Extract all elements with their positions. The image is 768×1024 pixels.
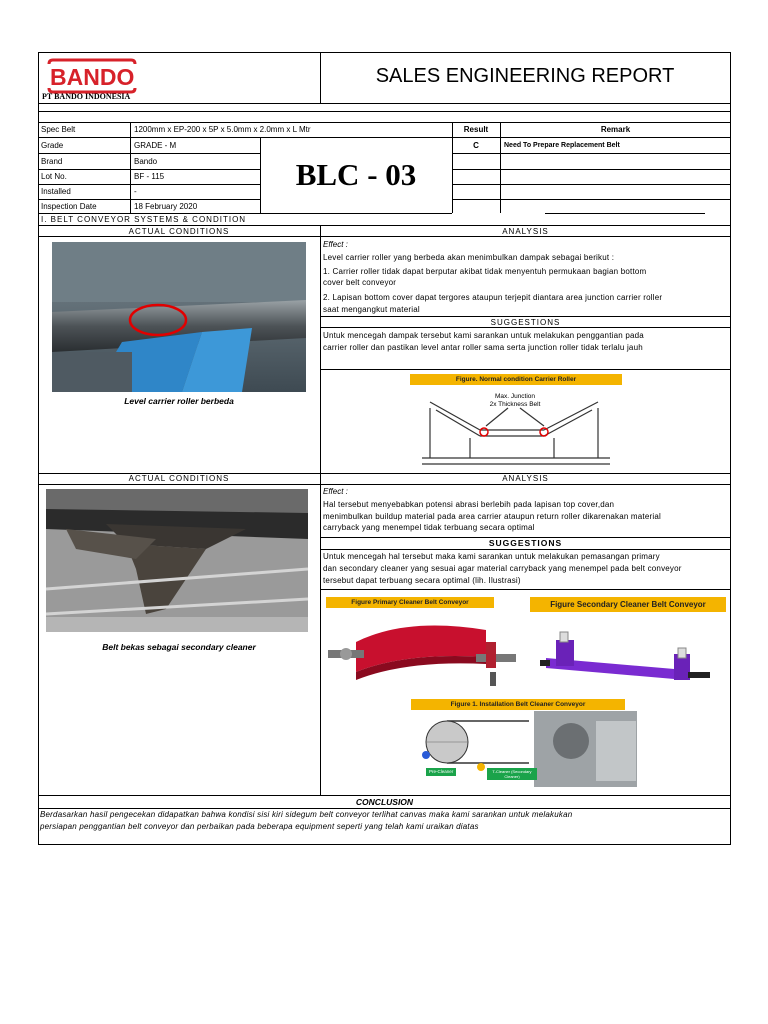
- spec-label: Installed: [41, 187, 71, 196]
- analysis-header: ANALYSIS: [502, 474, 549, 483]
- effect-line: cover belt conveyor: [323, 278, 397, 287]
- suggestion-line: Untuk mencegah dampak tersebut kami sarankan untuk melakukan penggantian pada: [323, 331, 644, 340]
- installation-title: Figure 1. Installation Belt Cleaner Conveyor: [411, 699, 625, 710]
- spec-value: 1200mm x EP-200 x 5P x 5.0mm x 2.0mm x L Mtr: [134, 125, 311, 134]
- secondary-cleaner-figure: [536, 630, 716, 692]
- effect-line: Level carrier roller yang berbeda akan menimbulkan dampak sebagai berikut :: [323, 253, 615, 262]
- conclusion-line: persiapan penggantian belt conveyor dan perbaikan pada beberapa equipment seperti yang telah kami uraikan diatas: [40, 822, 479, 831]
- suggestion-line: carrier roller dan pastikan level antar roller sama serta junction roller tidak terlalu jauh: [323, 343, 643, 352]
- suggestion-line: dan secondary cleaner yang sesuai agar material carryback yang menempel pada belt conveyor: [323, 564, 682, 573]
- t-cleaner-tag: T-Cleaner (Secondary Cleaner): [487, 768, 537, 780]
- spec-value: BF - 115: [134, 172, 165, 181]
- effect-line: carryback yang menempel tidak terbuang secara optimal: [323, 523, 535, 532]
- effect-label: Effect :: [323, 487, 348, 496]
- pre-cleaner-tag: Pre-Cleaner: [426, 768, 456, 776]
- report-title: SALES ENGINEERING REPORT: [375, 65, 675, 87]
- effect-line: menimbulkan buildup material pada area carrier ataupun return roller dikarenakan material: [323, 512, 661, 521]
- conclusion-line: Berdasarkan hasil pengecekan didapatkan bahwa kondisi sisi kiri sidegum belt conveyor terlihat canvas maka kami sarankan untuk melakukan: [40, 810, 573, 819]
- spec-value: Bando: [134, 157, 158, 166]
- carrier-roller-diagram: [410, 388, 622, 468]
- photo-caption: Belt bekas sebagai secondary cleaner: [102, 642, 256, 652]
- actual-conditions-header: ACTUAL CONDITIONS: [128, 474, 230, 483]
- section-title: I. BELT CONVEYOR SYSTEMS & CONDITION: [41, 215, 247, 224]
- report-code: BLC - 03: [295, 157, 417, 192]
- conclusion-header: CONCLUSION: [355, 797, 414, 807]
- effect-line: 2. Lapisan bottom cover dapat tergores ataupun terjepit diantara area junction carrier roller: [323, 293, 663, 302]
- effect-label: Effect :: [323, 240, 348, 249]
- roller-photo: [52, 242, 306, 392]
- primary-cleaner-figure: [326, 612, 522, 694]
- effect-line: Hal tersebut menyebabkan potensi abrasi berlebih pada lapisan top cover,dan: [323, 500, 615, 509]
- remark-value: Need To Prepare Replacement Belt: [504, 142, 620, 149]
- spec-label: Inspection Date: [41, 202, 97, 211]
- result-value: C: [473, 141, 479, 150]
- spec-value: 18 February 2020: [134, 202, 198, 211]
- suggestion-line: Untuk mencegah hal tersebut maka kami sarankan untuk melakukan pemasangan primary: [323, 552, 660, 561]
- figure-title-bar: Figure. Normal condition Carrier Roller: [410, 374, 622, 385]
- spec-label: Brand: [41, 157, 63, 166]
- actual-conditions-header: ACTUAL CONDITIONS: [128, 227, 230, 236]
- remark-header: Remark: [600, 125, 631, 134]
- effect-line: 1. Carrier roller tidak dapat berputar akibat tidak menyentuh permukaan bagian bottom: [323, 267, 647, 276]
- logo-wordmark: BANDO: [50, 64, 135, 90]
- primary-cleaner-title: Figure Primary Cleaner Belt Conveyor: [326, 597, 494, 608]
- company-name: PT BANDO INDONESIA: [42, 92, 131, 101]
- photo-caption: Level carrier roller berbeda: [124, 396, 234, 406]
- figure-label: Max. Junction: [494, 393, 536, 400]
- spec-value: GRADE - M: [134, 141, 177, 150]
- belt-photo: [46, 489, 308, 632]
- secondary-cleaner-title: Figure Secondary Cleaner Belt Conveyor: [530, 597, 726, 612]
- figure-label: 2x Thickness Belt: [489, 401, 541, 408]
- spec-label: Grade: [41, 141, 64, 150]
- suggestions-header: SUGGESTIONS: [490, 318, 561, 327]
- suggestions-header: SUGGESTIONS: [488, 538, 563, 548]
- spec-label: Lot No.: [41, 172, 67, 181]
- result-header: Result: [463, 125, 489, 134]
- effect-line: saat mengangkut material: [323, 305, 420, 314]
- suggestion-line: tersebut dapat terbuang secara optimal (lih. Ilustrasi): [323, 576, 521, 585]
- spec-label: Spec Belt: [41, 125, 76, 134]
- spec-value: -: [134, 187, 137, 196]
- analysis-header: ANALYSIS: [502, 227, 549, 236]
